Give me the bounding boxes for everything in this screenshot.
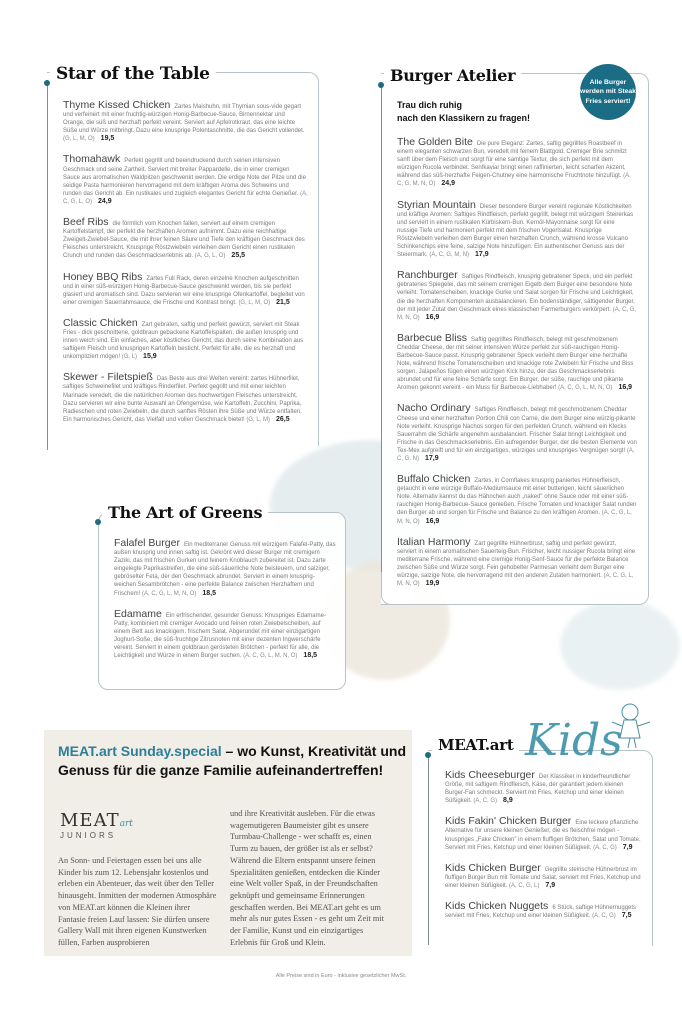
item-description: Dieser besondere Burger vereint regionale Köstlichkeiten und kräftige Aromen: Saftiges Rindfleisch, perfekt gegrillt, belegt mit würzigem Steirerkas und serviert in einem rustikalen Kürbiskern-Bun. Kernöl-Mayonnaise sorgt für eine nussige Tiefe und harmoniert perfekt mit dem frischen Vogerlsalat. Knusprige Röstzwiebeln verleihen dem Burger einen herzhaften Crunch, während krosse Vulcano Schinkenchips eine feine, salzige Note hinzufügen. Ein authentischer Genuss aus der Steiermark. [397, 203, 634, 259]
subtitle [397, 99, 530, 125]
background-blob [560, 600, 680, 690]
item-description: Perfekt gegrillt und beeindruckend durch seinen intensiven Geschmack und seine Zartheit. Serviert mit breiter Pappardelle, die in einer cremigen Sauce aus aromatischen Waldpilzen geschwenkt werden. Die erdige Note der Pilze und die seidige Pasta harmonieren hervorragend mit dem kräftigen Aroma des Schweins und runden das Gericht ab. Ein rustikales und zugleich elegantes Gericht für echte Genießer. [63, 158, 306, 197]
item-description: Zart gegrillte Hühnerbrust, saftig und perfekt gewürzt, serviert in einem aromatischen Sauerteig-Bun. Frischer, leicht nussiger Rucola bringt eine mediterrane Frische, während eine cremige Honig-Senf-Sauce für die perfekte Balance zwischen Süße und Würze sorgt. Fein gehobelter Parmesan verleiht dem Burger eine würzige, salzige Note, die hervorragend mit den anderen Zutaten harmoniert. [397, 540, 636, 580]
item-name: Ranchburger [397, 269, 458, 282]
meat-art-juniors-logo [60, 810, 133, 840]
logo-main: MEAT [60, 810, 120, 831]
section-title: The Art of Greens [102, 503, 268, 522]
item-price: 24,9 [441, 180, 455, 188]
item-name: Buffalo Chicken [397, 473, 471, 486]
item-name: Thyme Kissed Chicken [63, 99, 171, 111]
menu-list [445, 770, 645, 931]
kids-script-title: Kids [525, 715, 623, 766]
steak-fries-badge: Alle Burger werden mit Steak Fries serviert! [580, 64, 636, 120]
item-name: Italian Harmony [397, 535, 471, 548]
menu-item [63, 272, 308, 307]
item-description: Ein mediterraner Genuss mit würzigem Falafel-Patty, das außen knusprig und innen saftig ist. Gekrönt wird dieser Burger mit cremigem Zaziki, das mit frischen Gurken und feinem Knoblauch zubereitet ist. Dazu zarte eingelegte Paprikastreifen, die eine süß-säuerliche Note beisteuern, und salziger, gebröselter Feta, der den Geschmack abrundet. Serviert in einem knusprig-weichen Sesambrötchen - eine perfekte Balance zwischen Herzhaftem und Frischem! [114, 542, 336, 597]
section-title: Star of the Table [50, 64, 216, 84]
menu-item [114, 538, 336, 598]
item-description: Der Klassiker in kinderfreundlicher Größe, mit saftigem Rindfleisch, Käse, der garantiert jedem kleinen Burger-Fan schmeckt. Serviert mit Fries, Ketchup und einer kleinen Süßigkeit. [445, 774, 631, 805]
item-description: Ein erfrischender, gesunder Genuss: Knuspriges Edamame-Patty, kombiniert mit cremiger Avocado und feinen roten Zwiebelscheiben, auf einem Bett aus knackigem, frischem Salat. Abgerundet mit einer einzigartigen Joghurt-Soße, die süß-fruchtige Zitrusnoten mit einer dezenten Ingwerschärfe vereint. Serviert in einem goldbraun gerösteten Brötchen - perfekt für alle, die Leichtigkeit und Würze in einem Burger suchen. [114, 612, 326, 660]
item-allergens: (G, L, M, O) [63, 136, 95, 143]
item-allergens: (A, C, G, L, O) [63, 190, 308, 205]
item-name: Kids Cheeseburger [445, 769, 535, 781]
section-title: MEAT.art [432, 736, 519, 754]
logo-sub: JUNIORS [60, 831, 117, 840]
item-allergens: (A, C, G, L, M, N, O) [397, 573, 634, 588]
item-price: 17,9 [475, 251, 489, 259]
item-price: 17,9 [425, 455, 439, 462]
menu-item [63, 100, 308, 143]
item-price: 19,9 [425, 580, 440, 588]
item-allergens: (G, L, M, O) [238, 299, 271, 306]
item-description: Zartes, in Cornflakes knusprig paniertes Hühnerfleisch, getaucht in eine würzige Buffalo-Mediumsauce mit einer butterigen, leicht säuerlichen Note. Alternativ kannst du das Hähnchen auch „naked" ohne Sauce oder mit einer süß-rauchigen Honig-Barbecue-Sauce genießen. Frische Tomaten und knackiger Salat runden den Burger ab und sorgen für Frische und Balance zu den kräftigen Aromen. [397, 478, 637, 517]
menu-item [445, 863, 645, 890]
menu-item [397, 200, 637, 260]
item-allergens: (A, C, G, L, M, N, O) [558, 385, 613, 392]
item-name: Beef Ribs [63, 216, 109, 229]
item-name: The Golden Bite [397, 136, 473, 148]
item-name: Classic Chicken [63, 316, 138, 329]
subtitle-line: nach den Klassikern zu fragen! [397, 113, 531, 123]
menu-item [397, 403, 637, 463]
sunday-special-panel [44, 730, 412, 956]
item-name: Edamame [114, 607, 162, 620]
menu-list [63, 100, 308, 435]
item-description: 6 Stück, saftige Hühnernuggets serviert mit Fries, Ketchup und einer kleinen Süßigkeit. [445, 905, 637, 920]
item-allergens: (A, C, G, L, M, N, O) [243, 653, 298, 660]
item-name: Kids Fakin' Chicken Burger [445, 815, 572, 828]
menu-item [397, 137, 637, 189]
subtitle-line: Trau dich ruhig [397, 100, 463, 110]
item-name: Skewer - Filetspieß [63, 371, 153, 384]
item-name: Honey BBQ Ribs [63, 270, 143, 283]
item-name: Kids Chicken Burger [445, 861, 541, 874]
menu-item [397, 537, 637, 589]
item-name: Kids Chicken Nuggets [445, 900, 549, 913]
item-allergens: (G, L, M) [246, 416, 270, 423]
item-name: Barbecue Bliss [397, 331, 468, 344]
item-allergens: (A, C, G) [592, 913, 616, 920]
item-allergens: (A, C, G, L, M, N, O) [397, 510, 632, 525]
menu-item [63, 372, 308, 424]
menu-item [445, 816, 645, 851]
item-allergens: (A, G, L, O) [194, 253, 226, 260]
price-footnote: Alle Preise sind in Euro - inklusive gesetzlicher MwSt. [275, 973, 407, 979]
menu-item [63, 154, 308, 206]
item-price: 21,5 [276, 298, 290, 306]
item-name: Falafel Burger [114, 537, 180, 549]
special-text-col2: und ihre Kreativität ausleben. Für die etwas wagemutigeren Baumeister gibt es unsere Turmbau-Challenge - wer schafft es, einen Turm zu bauen, der größer ist als er selbst? Während die Eltern entspannt unsere feinen Spezialitäten genießen, entdecken die Kinder eine Welt voller Spaß, in der Freundschaften geknüpft und gemeinsame Erinnerungen geschaffen werden. Bei MEAT.art geht es um mehr als nur gutes Essen - es geht um Zeit mit der Familie, Kunst und ein einzigartiges Erlebnis für Groß und Klein. [230, 809, 384, 947]
item-price: 18,5 [202, 589, 216, 597]
item-price: 19,5 [100, 135, 115, 143]
item-price: 24,9 [98, 197, 112, 205]
item-price: 15,9 [143, 353, 157, 361]
menu-item [397, 333, 637, 393]
item-price: 25,5 [231, 252, 246, 260]
section-title: Burger Atelier [384, 66, 521, 85]
item-allergens: (G, L) [121, 354, 138, 361]
menu-list [397, 137, 637, 599]
item-description: Das Beste aus drei Welten vereint: zartes Hühnerfilet, saftiges Schweinefilet und kräftiges Rinderfilet. Perfekt gegrillt und mit einer leichten Marinade veredelt, die die natürlichen Aromen des hochwertigen Fleisches unterstreicht. Dazu servieren wir eine bunte Auswahl an Ofengemüse, wie Kartoffeln, Zucchini, Paprika, Radieschen und roten Zwiebeln, die durch sanftes Rösten ihre Süße und Würze entfalten. Ein harmonisches Gericht, das Vielfalt und vollen Geschmack bietet! [63, 376, 302, 423]
item-description: Eine leckere pflanzliche Alternative für unsere kleinen Genießer, die es fleischfrei mögen - knuspriges „Fake Chicken" in einem fluffigen Brötchen, Salat und Tomate. Serviert mit Fries, Ketchup und einer kleinen Süßigkeit. [445, 820, 641, 851]
headline-rest: – wo Kunst, Kreativität und Genuss für die ganze Familie aufeinandertreffen! [58, 743, 406, 778]
item-allergens: (A, C, G, N) [397, 447, 635, 462]
item-price: 18,5 [303, 652, 318, 660]
item-price: 16,9 [618, 384, 633, 392]
item-description: Gegrillte steirische Hühnerbrust im fluffigen Burger Bun mit Tomate und Salat, serviert mit Fries, Ketchup und einer kleinen Süßigkeit. [445, 866, 641, 889]
item-allergens: (A, C, G) [473, 798, 498, 805]
logo-script: art [119, 819, 133, 829]
item-allergens: (A, C, G, L) [509, 882, 540, 889]
item-price: 26,5 [276, 415, 290, 423]
item-allergens: (A, C, G, M, N) [429, 252, 470, 259]
headline-highlight: MEAT.art Sunday.special [58, 743, 222, 759]
item-price: 16,9 [425, 517, 440, 525]
item-description: Zart gebraten, saftig und perfekt gewürzt, serviert mit Steak Fries - dick geschnittene, goldbraun gebackene Kartoffelspalten, die außen knusprig und innen weich sind. Ein einfaches, aber köstliches Gericht, das durch seine Kombination aus saftigem Fleisch und knusprigen Kartoffeln besticht. Perfekt für alle, die es herzhaft und unkompliziert mögen! [63, 321, 304, 361]
item-description: Die pure Eleganz: Zartes, saftig gegrilltes Roastbeef in einem eleganten schwarzen Bun, veredelt mit feinem Blattgold. Cremiger Brie schmilzt sanft über dem Fleisch und sorgt für eine samtige Textur, die sich perfekt mit dem würzigen Rucola verbindet. Senfkaviar bringt einen raffinierten, leicht scharfen Akzent, während das süß-herzhafte Feigen-Chutney eine harmonische Fruchtnote hinzufügt. [397, 141, 627, 180]
item-name: Thomahawk [63, 153, 121, 166]
menu-list [114, 538, 336, 671]
item-name: Nacho Ordinary [397, 402, 471, 415]
special-text-col1: An Sonn- und Feiertagen essen bei uns alle Kinder bis zum 12. Lebensjahr kostenlos und erleben ein Abenteuer, das weit über den Teller hinausgeht. Inmitten der modernen Atmosphäre von MEAT.art können die Kleinen ihrer Fantasie freien Lauf lassen: Sie dürfen unsere Gallery Wall mit ihren eigenen Kunstwerken füllen, Farben ausprobieren [58, 856, 217, 947]
item-price: 16,9 [425, 313, 440, 321]
item-allergens: (A, C, G, M, N, O) [397, 306, 637, 321]
menu-item [397, 270, 637, 322]
menu-item [397, 474, 637, 526]
menu-item [114, 609, 336, 661]
special-headline [58, 742, 408, 780]
menu-item [63, 217, 308, 260]
item-name: Styrian Mountain [397, 198, 476, 211]
item-price: 7,9 [622, 843, 633, 851]
menu-item [445, 770, 645, 805]
item-allergens: (A, C, G, L, M, N, O) [142, 590, 197, 597]
menu-item [445, 901, 645, 920]
item-allergens: (A, C, G, M, N, O) [397, 173, 631, 188]
item-description: Zartes Maishuhn, mit Thymian sous-vide gegart und verfeinert mit einer fruchtig-würzigen Honig-Barbecue-Sauce, Birnennektar und Orange, die süß und herzhaft perfekt vereint. Serviert auf Apfelrotkraut, das eine leichte Süße und Würze mitbringt. Dazu eine knusprige Polentaschnitte, die das Gericht vollendet. [63, 104, 305, 135]
item-description: die förmlich vom Knochen fallen, serviert auf einem cremigen Kartoffelstampf, der perfekt die herzhaften Aromen aufnimmt. Dazu eine reichhaltige Zweigelt-Zwiebel-Sauce, die mit ihrer feinen Säure und Tiefe den kräftigen Geschmack des Fleisches unterstreicht. Knusprige Röstzwiebeln verleihen dem Gericht einen rustikalen Crunch und runden das Geschmackserlebnis ab. [63, 221, 305, 260]
item-price: 7,9 [545, 881, 556, 889]
child-drawing-icon [610, 702, 652, 750]
item-description: Saftiges Rindfleisch, belegt mit geschmolzenem Cheddar Cheese und einer herzhaften Portion Chili con Carne, die dem Burger eine würzig-pikante Note verleiht. Knusprige Nachos sorgen für den perfekten Crunch, während ein Klecks Sauerrahm die Schärfe angenehm ausbalanciert. Frischer Salat bringt Leichtigkeit und Frische in das Geschmackserlebnis. Ein aufregender Burger, der die besten Elemente von Tex-Mex aufgreift und für ein einzigartiges, würziges und knuspriges Vergnügen sorgt! [397, 407, 637, 454]
item-price: 8,9 [503, 797, 513, 805]
item-description: Saftiges Rindfleisch, knusprig gebratener Speck, und ein perfekt gebratenes Spiegelei, das mit seinem cremigen Eigelb dem Burger eine besondere Note verleiht. Tomatenscheiben, knackige Gurke und Salat sorgen für Frische und Leichtigkeit, die die herzhaften Komponenten ausbalancieren. Ein bodenständiger, sättigender Burger, der mit jeder Zutat den Geschmack eines klassischen Farmerburgers verkörpert. [397, 274, 635, 313]
menu-item [63, 318, 308, 361]
item-price: 7,5 [621, 912, 632, 920]
item-description: Saftig gegrilltes Rindfleisch, belegt mit geschmolzenem Cheddar Cheese, der mit seiner intensiven Würze perfekt zur süß-rauchigen Honig-Barbecue-Sauce passt. Knusprig gebratener Speck verleiht dem Burger eine herzhafte Note, während frische Tomatenscheiben und knackige rote Zwiebeln für Frische und Biss sorgen. Jalapeños fügen einen würzigen Kick hinzu, der das Geschmackserlebnis abrundet und für eine feine Schärfe sorgt. Ein Burger, der süße, rauchige und pikante Aromen gekonnt vereint - ein Muss für Barbecue-Liebhaber! [397, 336, 634, 392]
item-description: Zartes Full Rack, deren einzelne Knochen aufgeschnitten und in einer süß-würzigen Honig-Barbecue-Sauce geschwenkt werden, bis sie perfekt glasiert und aromatisch sind. Dazu servieren wir eine knusprige Ofenkartoffel, begleitet von einer cremigen Sauerrahmsauce, die Frische und Kontrast bringt. [63, 275, 305, 306]
item-allergens: (A, C, G) [593, 844, 617, 851]
